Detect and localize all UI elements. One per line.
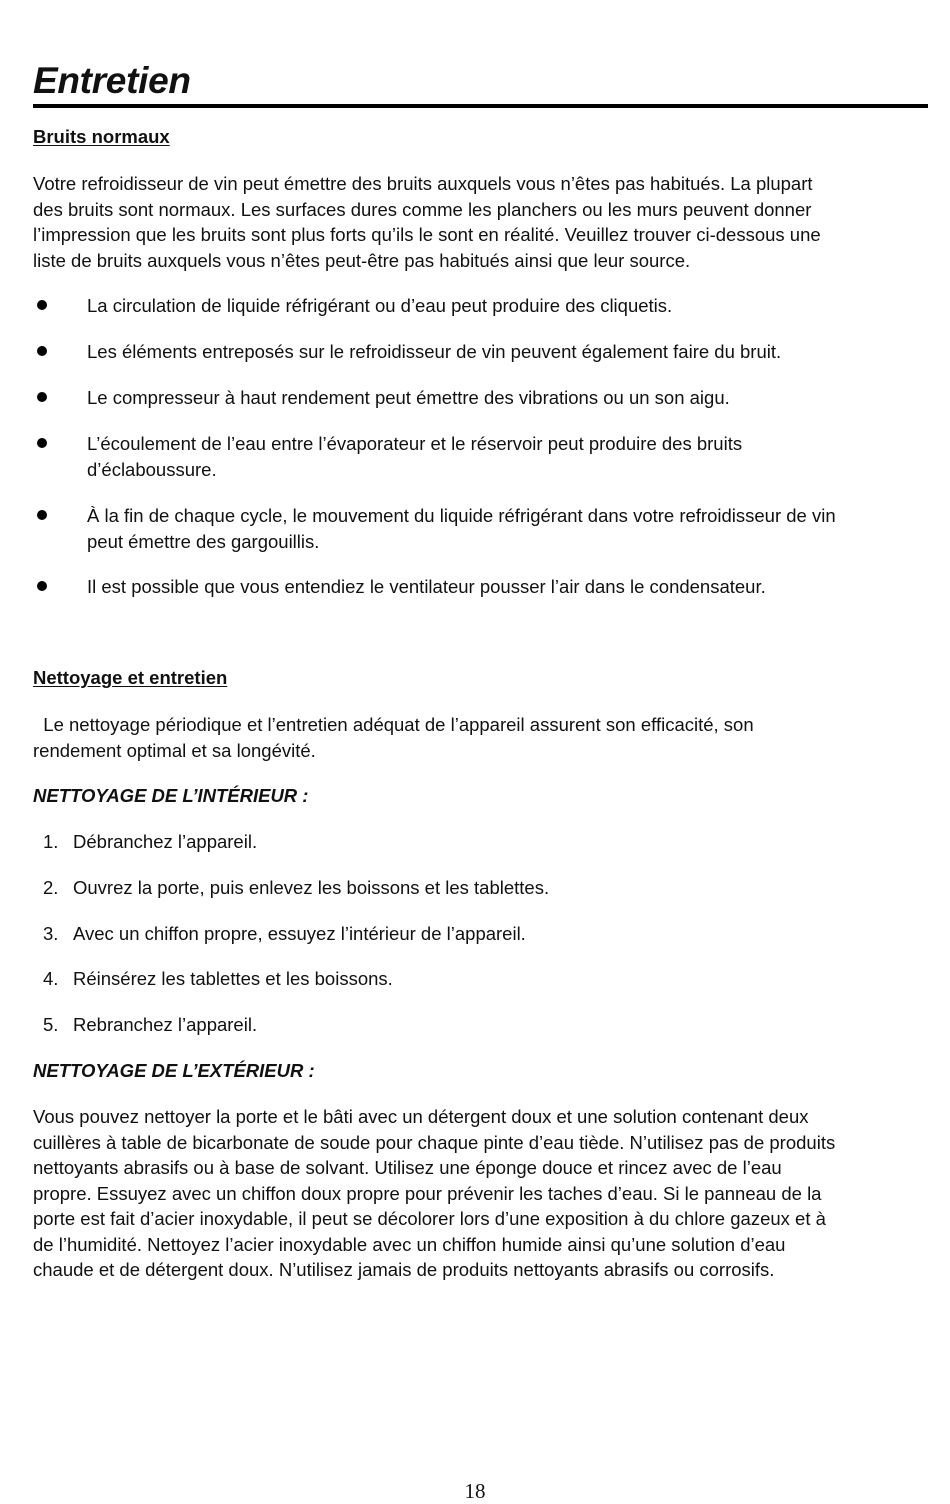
step-text: Ouvrez la porte, puis enlevez les boissons et les tablettes.	[73, 877, 550, 898]
section-heading-normal-noises: Bruits normaux	[33, 126, 170, 147]
bullet-line: L’écoulement de l’eau entre l’évaporateur et le réservoir peut produire des bruits	[87, 433, 743, 454]
step-text: Rebranchez l’appareil.	[73, 1014, 258, 1035]
paragraph-line: Le nettoyage périodique et l’entretien adéquat de l’appareil assurent son efficacité, son	[33, 714, 754, 735]
bullet-text	[87, 385, 927, 411]
bullet-line: Il est possible que vous entendiez le ventilateur pousser l’air dans le condensateur.	[87, 576, 766, 597]
page-number: 18	[464, 1479, 486, 1503]
bullet-icon	[37, 346, 47, 356]
paragraph-line: des bruits sont normaux. Les surfaces dures comme les planchers ou les murs peuvent donner	[33, 198, 812, 220]
paragraph-line: nettoyants abrasifs ou à base de solvant. Utilisez une éponge douce et rincez avec de l’eau	[33, 1157, 782, 1178]
bullet-text	[87, 293, 927, 319]
page-title: Entretien	[33, 60, 191, 101]
bullet-icon	[37, 510, 47, 520]
normal-noises-intro-paragraph	[33, 171, 928, 273]
step-number: 5.	[43, 1014, 59, 1035]
paragraph-line: Vous pouvez nettoyer la porte et le bâti avec un détergent doux et une solution contenant deux	[33, 1106, 809, 1127]
paragraph-line: l’impression que les bruits sont plus forts qu’ils le sont en réalité. Veuillez trouver ci-dessous une	[33, 224, 821, 245]
section-heading-cleaning: Nettoyage et entretien	[33, 667, 228, 688]
step-number: 1.	[43, 831, 59, 852]
bullet-icon	[37, 581, 47, 591]
bullet-icon	[37, 438, 47, 448]
paragraph-line: cuillères à table de bicarbonate de soude pour chaque pinte d’eau tiède. N’utilisez pas de produits	[33, 1131, 836, 1153]
paragraph-line: chaude et de détergent doux. N’utilisez jamais de produits nettoyants abrasifs ou corrosifs.	[33, 1259, 775, 1280]
bullet-text	[87, 339, 927, 365]
step-text: Avec un chiffon propre, essuyez l’intérieur de l’appareil.	[73, 923, 526, 944]
paragraph-line: de l’humidité. Nettoyez l’acier inoxydable avec un chiffon humide ainsi qu’une solution d’eau	[33, 1233, 786, 1255]
paragraph-line: liste de bruits auxquels vous n’êtes peut-être pas habitués ainsi que leur source.	[33, 249, 691, 271]
bullet-line: peut émettre des gargouillis.	[87, 530, 320, 552]
title-divider	[33, 104, 928, 108]
bullet-icon	[37, 392, 47, 402]
exterior-cleaning-heading: NETTOYAGE DE L’EXTÉRIEUR :	[33, 1060, 315, 1081]
step-number: 3.	[43, 923, 59, 944]
bullet-text	[87, 503, 927, 554]
step-text: Réinsérez les tablettes et les boissons.	[73, 968, 393, 989]
bullet-line: Le compresseur à haut rendement peut émettre des vibrations ou un son aigu.	[87, 387, 730, 408]
step-number: 2.	[43, 877, 59, 898]
interior-cleaning-heading: NETTOYAGE DE L’INTÉRIEUR :	[33, 785, 309, 806]
bullet-line: À la fin de chaque cycle, le mouvement du liquide réfrigérant dans votre refroidisseur de vin	[87, 505, 836, 526]
bullet-text	[87, 431, 927, 482]
bullet-line: d’éclaboussure.	[87, 458, 217, 480]
step-number: 4.	[43, 968, 59, 989]
bullet-icon	[37, 300, 47, 310]
bullet-line: Les éléments entreposés sur le refroidisseur de vin peuvent également faire du bruit.	[87, 341, 782, 362]
paragraph-line: porte est fait d’acier inoxydable, il peut se décolorer lors d’une exposition à du chlore gazeux et à	[33, 1208, 826, 1229]
paragraph-line: Votre refroidisseur de vin peut émettre des bruits auxquels vous n’êtes pas habitués. La plupart	[33, 173, 813, 194]
bullet-text	[87, 574, 927, 600]
step-text: Débranchez l’appareil.	[73, 831, 258, 852]
bullet-line: La circulation de liquide réfrigérant ou d’eau peut produire des cliquetis.	[87, 295, 673, 316]
paragraph-line: rendement optimal et sa longévité.	[33, 739, 316, 761]
paragraph-line: propre. Essuyez avec un chiffon doux propre pour prévenir les taches d’eau. Si le panneau de la	[33, 1182, 822, 1204]
cleaning-intro-paragraph	[33, 712, 928, 763]
exterior-cleaning-paragraph	[33, 1104, 928, 1283]
